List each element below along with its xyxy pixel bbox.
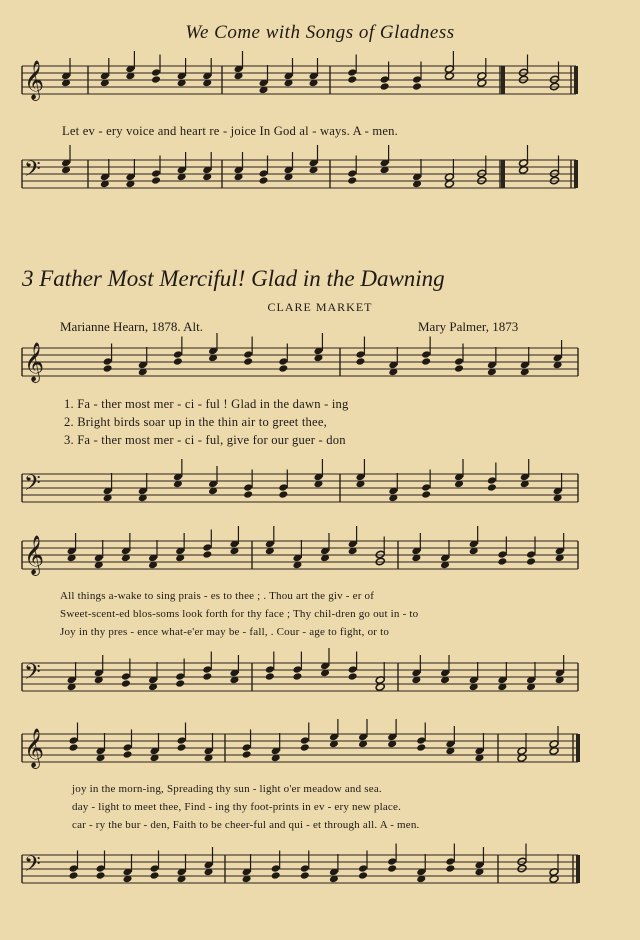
verse-3-line-2: Joy in thy pres - ence what-e'er may be - fall, . Cour - age to fight, or to <box>60 626 390 638</box>
verse-3-line-3: car - ry the bur - den, Faith to be cheer-ful and qui - et through all. A - men. <box>72 819 420 831</box>
quarter-note <box>265 672 275 681</box>
verse-1-line-3: joy in the morn-ing, Spreading thy sun - light o'er meadow and sea. <box>72 783 382 795</box>
quarter-note <box>242 750 252 759</box>
quarter-note <box>358 871 368 880</box>
quarter-note <box>387 864 397 873</box>
verse-1-line-2: All things a-wake to sing prais - es to thee ; . Thou art the giv - er of <box>60 590 375 602</box>
bass-staff <box>22 855 578 883</box>
quarter-note <box>259 176 269 185</box>
treble-staff <box>22 734 578 762</box>
quarter-note <box>121 679 131 688</box>
quarter-note <box>151 75 161 84</box>
treble-clef: 𝄞 <box>24 728 45 768</box>
quarter-note <box>416 743 426 752</box>
composer-credit: Mary Palmer, 1873 <box>418 319 519 334</box>
verse-2-line-2: Sweet-scent-ed blos-soms look forth for thy face ; Thy chil-dren go out in - to <box>60 608 419 620</box>
top-hymn-lyric: Let ev - ery voice and heart re - joice In God al - ways. A - men. <box>62 124 398 138</box>
verse-3-line-1: 3. Fa - ther most mer - ci - ful, give for our guer - don <box>64 433 346 447</box>
quarter-note <box>177 743 187 752</box>
verse-2-line-3: day - light to meet thee, Find - ing thy foot-prints in ev - ery new place. <box>72 801 402 813</box>
quarter-note <box>526 557 536 566</box>
quarter-note <box>292 672 302 681</box>
quarter-note <box>421 357 431 366</box>
quarter-note <box>243 490 253 499</box>
quarter-note <box>421 490 431 499</box>
quarter-note <box>69 743 79 752</box>
quarter-note <box>69 871 79 880</box>
bass-clef: 𝄢 <box>24 852 41 882</box>
quarter-note <box>202 550 212 559</box>
quarter-note <box>412 82 422 91</box>
treble-clef: 𝄞 <box>24 60 45 100</box>
quarter-note <box>278 364 288 373</box>
quarter-note <box>151 176 161 185</box>
quarter-note <box>487 483 497 492</box>
quarter-note <box>96 871 106 880</box>
quarter-note <box>175 679 185 688</box>
hymn-title-text: Father Most Merciful! Glad in the Dawning <box>39 266 445 291</box>
quarter-note <box>278 490 288 499</box>
quarter-note <box>150 871 160 880</box>
quarter-note <box>355 357 365 366</box>
quarter-note <box>123 750 133 759</box>
verse-2-line-1: 2. Bright birds soar up in the thin air to greet thee, <box>64 415 327 429</box>
quarter-note <box>271 871 281 880</box>
tune-name: CLARE MARKET <box>267 300 373 314</box>
quarter-note <box>243 357 253 366</box>
bass-clef: 𝄢 <box>24 471 41 501</box>
verse-1-line-1: 1. Fa - ther most mer - ci - ful ! Glad in the dawn - ing <box>64 397 349 411</box>
hymn-title <box>22 266 445 292</box>
quarter-note <box>348 672 358 681</box>
quarter-note <box>347 176 357 185</box>
quarter-note <box>173 357 183 366</box>
quarter-note <box>380 82 390 91</box>
quarter-note <box>445 864 455 873</box>
treble-clef: 𝄞 <box>24 535 45 575</box>
quarter-note <box>300 871 310 880</box>
bass-clef: 𝄢 <box>24 157 41 187</box>
quarter-note <box>454 364 464 373</box>
hymn-number: 3 <box>22 266 34 291</box>
treble-clef: 𝄞 <box>24 342 45 382</box>
top-hymn-title: We Come with Songs of Gladness <box>185 22 455 43</box>
quarter-note <box>347 75 357 84</box>
quarter-note <box>300 743 310 752</box>
quarter-note <box>103 364 113 373</box>
quarter-note <box>202 672 212 681</box>
quarter-note <box>497 557 507 566</box>
bass-clef: 𝄢 <box>24 660 41 690</box>
author-credit: Marianne Hearn, 1878. Alt. <box>60 319 203 334</box>
